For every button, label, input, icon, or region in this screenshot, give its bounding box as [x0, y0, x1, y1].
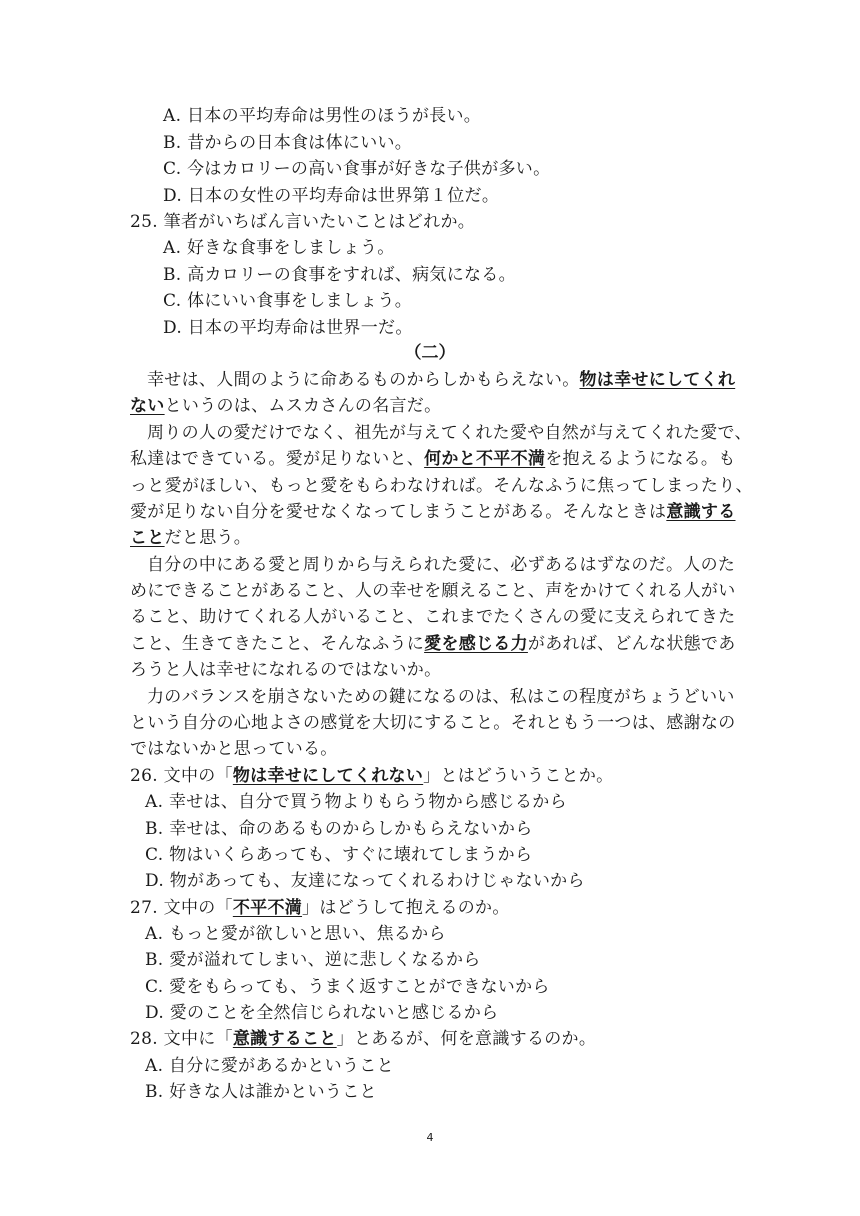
underlined-phrase: ない [130, 396, 165, 416]
q26-option-c: C. 物はいくらあっても、すぐに壊れてしまうから [145, 845, 533, 865]
passage-line: という自分の心地よさの感覚を大切にすること。それともう一つは、感謝なの [130, 713, 736, 733]
q26-option-b: B. 幸せは、命のあるものからしかもらえないから [145, 819, 533, 839]
underlined-phrase: こと [130, 528, 165, 548]
underlined-phrase: 愛を感じる力 [424, 634, 528, 654]
q24-option-d: D. 日本の女性の平均寿命は世界第１位だ。 [163, 186, 500, 206]
passage-line [147, 368, 735, 392]
q25-option-d: D. 日本の平均寿命は世界一だ。 [163, 318, 413, 338]
q24-option-a: A. 日本の平均寿命は男性のほうが長い。 [163, 106, 482, 126]
passage-line: ること、助けてくれる人がいること、これまでたくさんの愛に支えられてきた [130, 607, 736, 627]
passage-line: ろうと人は幸せになれるのではないか。 [130, 660, 442, 680]
q27-stem [130, 896, 510, 920]
q26-stem [130, 764, 613, 788]
underlined-phrase: 物は幸せにしてくれない [232, 766, 424, 786]
q24-option-c: C. 今はカロリーの高い食事が好きな子供が多い。 [163, 159, 551, 179]
underlined-phrase: 意識する [666, 502, 736, 522]
q25-option-b: B. 高カロリーの食事をすれば、病気になる。 [163, 265, 516, 285]
passage-line [130, 500, 736, 524]
passage-line: ではないかと思っている。 [130, 739, 338, 759]
underlined-phrase: 意識すること [232, 1029, 337, 1049]
passage-line [130, 447, 736, 471]
passage-text: があれば、どんな状態であ [527, 634, 736, 654]
passage-text: 私達はできている。愛が足りないと、 [130, 449, 425, 469]
passage-text: 幸せは、人間のように命あるものからしかもらえない。 [147, 370, 580, 390]
underlined-phrase: 何かと不平不満 [424, 449, 546, 469]
q27-stem-text: 」はどうして抱えるのか。 [302, 898, 510, 918]
passage-line [130, 526, 251, 550]
q26-stem-text: 」とはどういうことか。 [423, 766, 614, 786]
q25-stem: 25. 筆者がいちばん言いたいことはどれか。 [130, 212, 476, 232]
underlined-phrase: 不平不満 [232, 898, 303, 918]
passage-line: 周りの人の愛だけでなく、祖先が与えてくれた愛や自然が与えてくれた愛で、 [147, 423, 752, 443]
q28-option-b: B. 好きな人は誰かということ [145, 1082, 377, 1102]
q27-stem-text: 27. 文中の「 [130, 898, 233, 918]
q28-stem-text: 28. 文中に「 [130, 1029, 233, 1049]
passage-line [130, 394, 441, 418]
passage-text: を抱えるようになる。も [545, 449, 736, 469]
passage-text: 愛が足りない自分を愛せなくなってしまうことがある。そんなときは [130, 502, 667, 522]
q26-stem-text: 26. 文中の「 [130, 766, 233, 786]
passage-text: こと、生きてきたこと、そんなふうに [130, 634, 425, 654]
q24-option-b: B. 昔からの日本食は体にいい。 [163, 133, 413, 153]
q28-option-a: A. 自分に愛があるかということ [145, 1056, 394, 1076]
q28-stem [130, 1027, 596, 1051]
q25-option-a: A. 好きな食事をしましょう。 [163, 238, 395, 258]
q28-stem-text: 」とあるが、何を意識するのか。 [336, 1029, 597, 1049]
passage-line: 力のバランスを崩さないための鍵になるのは、私はこの程度がちょうどいい [147, 687, 735, 707]
passage-text: だと思う。 [164, 528, 252, 548]
q26-option-d: D. 物があっても、友達になってくれるわけじゃないから [145, 871, 585, 891]
q27-option-b: B. 愛が溢れてしまい、逆に悲しくなるから [145, 950, 481, 970]
passage-text: というのは、ムスカさんの名言だ。 [164, 396, 442, 416]
section-title: （二） [404, 343, 456, 363]
q27-option-a: A. もっと愛が欲しいと思い、焦るから [145, 924, 446, 944]
passage-line: っと愛がほしい、もっと愛をもらわなければ。そんなふうに焦ってしまったり、 [130, 476, 753, 496]
q25-option-c: C. 体にいい食事をしましょう。 [163, 291, 413, 311]
q27-option-c: C. 愛をもらっても、うまく返すことができないから [145, 977, 550, 997]
q26-option-a: A. 幸せは、自分で買う物よりもらう物から感じるから [145, 792, 567, 812]
passage-line: 自分の中にある愛と周りから与えられた愛に、必ずあるはずなのだ。人のた [147, 555, 736, 575]
underlined-phrase: 物は幸せにしてくれ [579, 370, 736, 390]
passage-line: めにできることがあること、人の幸せを願えること、声をかけてくれる人がい [130, 581, 736, 601]
page-number: 4 [426, 1131, 434, 1144]
passage-line [130, 632, 736, 656]
q27-option-d: D. 愛のことを全然信じられないと感じるから [145, 1003, 499, 1023]
